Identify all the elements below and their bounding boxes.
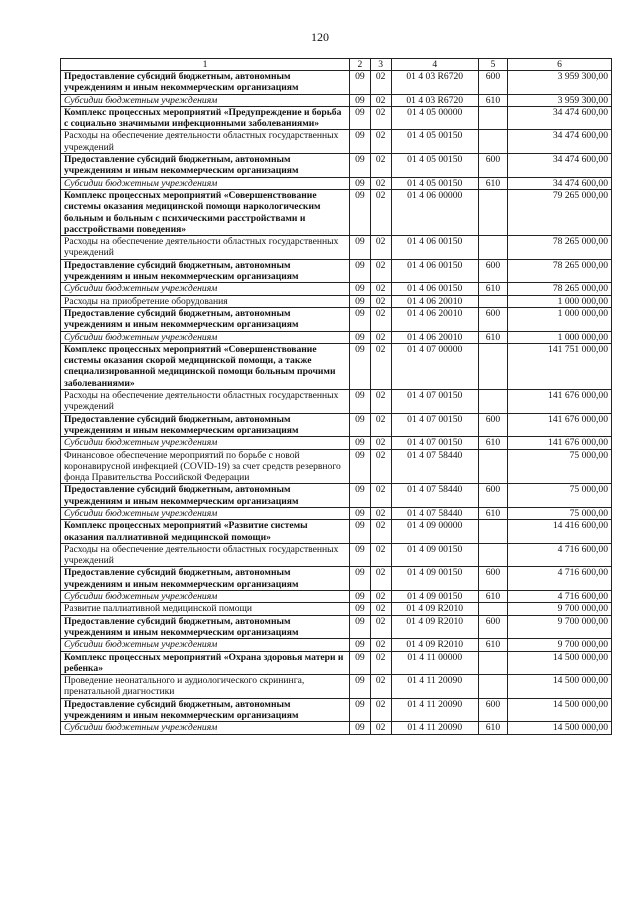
- header-cell: 4: [391, 59, 478, 71]
- table-row: [61, 591, 612, 603]
- subsection-code-cell: 02: [370, 259, 391, 283]
- row-name-cell: Субсидии бюджетным учреждениям: [61, 283, 350, 295]
- target-article-cell: 01 4 06 00150: [391, 259, 478, 283]
- amount-cell: 141 676 000,00: [508, 413, 612, 437]
- expense-type-cell: [478, 449, 507, 484]
- target-article-cell: 01 4 09 00000: [391, 520, 478, 544]
- row-name-cell: Субсидии бюджетным учреждениям: [61, 437, 350, 449]
- table-row: [61, 283, 612, 295]
- subsection-code-cell: 02: [370, 189, 391, 235]
- subsection-code-cell: 02: [370, 413, 391, 437]
- section-code-cell: 09: [350, 283, 371, 295]
- row-name-cell: Комплекс процессных мероприятий «Совершенствование системы оказания скорой медицинской помощи, а также специализированной медицинской помощи больным прочими заболеваниями»: [61, 343, 350, 389]
- section-code-cell: 09: [350, 154, 371, 178]
- subsection-code-cell: 02: [370, 343, 391, 389]
- section-code-cell: 09: [350, 520, 371, 544]
- expense-type-cell: [478, 130, 507, 154]
- expense-type-cell: [478, 106, 507, 130]
- row-name-cell: Предоставление субсидий бюджетным, автономным учреждениям и иным некоммерческим организациям: [61, 154, 350, 178]
- table-row: [61, 390, 612, 414]
- expense-type-cell: 600: [478, 307, 507, 331]
- amount-cell: 1 000 000,00: [508, 295, 612, 307]
- section-code-cell: 09: [350, 71, 371, 95]
- table-row: [61, 94, 612, 106]
- header-cell: 2: [350, 59, 371, 71]
- table-row: [61, 651, 612, 675]
- amount-cell: 14 416 600,00: [508, 520, 612, 544]
- table-row: [61, 698, 612, 722]
- header-cell: 5: [478, 59, 507, 71]
- amount-cell: 141 676 000,00: [508, 390, 612, 414]
- target-article-cell: 01 4 11 20090: [391, 722, 478, 734]
- table-row: [61, 484, 612, 508]
- subsection-code-cell: 02: [370, 154, 391, 178]
- section-code-cell: 09: [350, 567, 371, 591]
- target-article-cell: 01 4 05 00150: [391, 154, 478, 178]
- target-article-cell: 01 4 07 00150: [391, 437, 478, 449]
- section-code-cell: 09: [350, 543, 371, 567]
- target-article-cell: 01 4 09 R2010: [391, 603, 478, 615]
- expense-type-cell: 600: [478, 615, 507, 639]
- table-row: [61, 639, 612, 651]
- table-row: [61, 520, 612, 544]
- section-code-cell: 09: [350, 507, 371, 519]
- row-name-cell: Субсидии бюджетным учреждениям: [61, 591, 350, 603]
- target-article-cell: 01 4 03 R6720: [391, 71, 478, 95]
- subsection-code-cell: 02: [370, 236, 391, 260]
- row-name-cell: Предоставление субсидий бюджетным, автономным учреждениям и иным некоммерческим организациям: [61, 413, 350, 437]
- row-name-cell: Предоставление субсидий бюджетным, автономным учреждениям и иным некоммерческим организациям: [61, 698, 350, 722]
- row-name-cell: Субсидии бюджетным учреждениям: [61, 639, 350, 651]
- section-code-cell: 09: [350, 177, 371, 189]
- section-code-cell: 09: [350, 259, 371, 283]
- table-row: [61, 236, 612, 260]
- table-row: [61, 154, 612, 178]
- expense-type-cell: 610: [478, 507, 507, 519]
- subsection-code-cell: 02: [370, 449, 391, 484]
- table-row: [61, 307, 612, 331]
- subsection-code-cell: 02: [370, 307, 391, 331]
- amount-cell: 34 474 600,00: [508, 130, 612, 154]
- page-number: 120: [311, 30, 329, 44]
- amount-cell: 78 265 000,00: [508, 259, 612, 283]
- table-row: [61, 189, 612, 235]
- expense-type-cell: 600: [478, 71, 507, 95]
- amount-cell: 34 474 600,00: [508, 154, 612, 178]
- expense-type-cell: 610: [478, 94, 507, 106]
- amount-cell: 1 000 000,00: [508, 307, 612, 331]
- expense-type-cell: 600: [478, 567, 507, 591]
- amount-cell: 4 716 600,00: [508, 591, 612, 603]
- row-name-cell: Субсидии бюджетным учреждениям: [61, 507, 350, 519]
- target-article-cell: 01 4 09 R2010: [391, 615, 478, 639]
- amount-cell: 75 000,00: [508, 449, 612, 484]
- table-row: [61, 507, 612, 519]
- amount-cell: 79 265 000,00: [508, 189, 612, 235]
- section-code-cell: 09: [350, 106, 371, 130]
- table-row: [61, 543, 612, 567]
- subsection-code-cell: 02: [370, 283, 391, 295]
- target-article-cell: 01 4 07 58440: [391, 449, 478, 484]
- amount-cell: 34 474 600,00: [508, 106, 612, 130]
- header-cell: 1: [61, 59, 350, 71]
- row-name-cell: Комплекс процессных мероприятий «Охрана здоровья матери и ребенка»: [61, 651, 350, 675]
- section-code-cell: 09: [350, 675, 371, 699]
- subsection-code-cell: 02: [370, 106, 391, 130]
- row-name-cell: Предоставление субсидий бюджетным, автономным учреждениям и иным некоммерческим организациям: [61, 307, 350, 331]
- expense-type-cell: [478, 295, 507, 307]
- table-row: [61, 413, 612, 437]
- section-code-cell: 09: [350, 189, 371, 235]
- target-article-cell: 01 4 09 00150: [391, 543, 478, 567]
- amount-cell: 14 500 000,00: [508, 722, 612, 734]
- expense-type-cell: [478, 651, 507, 675]
- target-article-cell: 01 4 03 R6720: [391, 94, 478, 106]
- row-name-cell: Расходы на обеспечение деятельности областных государственных учреждений: [61, 543, 350, 567]
- target-article-cell: 01 4 05 00150: [391, 177, 478, 189]
- target-article-cell: 01 4 06 20010: [391, 307, 478, 331]
- target-article-cell: 01 4 05 00000: [391, 106, 478, 130]
- target-article-cell: 01 4 07 58440: [391, 484, 478, 508]
- amount-cell: 78 265 000,00: [508, 236, 612, 260]
- section-code-cell: 09: [350, 615, 371, 639]
- row-name-cell: Расходы на приобретение оборудования: [61, 295, 350, 307]
- subsection-code-cell: 02: [370, 603, 391, 615]
- row-name-cell: Предоставление субсидий бюджетным, автономным учреждениям и иным некоммерческим организациям: [61, 615, 350, 639]
- target-article-cell: 01 4 06 20010: [391, 295, 478, 307]
- row-name-cell: Проведение неонатального и аудиологического скрининга, пренатальной диагностики: [61, 675, 350, 699]
- section-code-cell: 09: [350, 484, 371, 508]
- target-article-cell: 01 4 06 00000: [391, 189, 478, 235]
- expense-type-cell: [478, 520, 507, 544]
- row-name-cell: Комплекс процессных мероприятий «Развитие системы оказания паллиативной медицинской помощи»: [61, 520, 350, 544]
- expense-type-cell: 600: [478, 698, 507, 722]
- subsection-code-cell: 02: [370, 484, 391, 508]
- subsection-code-cell: 02: [370, 437, 391, 449]
- row-name-cell: Предоставление субсидий бюджетным, автономным учреждениям и иным некоммерческим организациям: [61, 259, 350, 283]
- amount-cell: 9 700 000,00: [508, 603, 612, 615]
- section-code-cell: 09: [350, 295, 371, 307]
- target-article-cell: 01 4 07 00000: [391, 343, 478, 389]
- table-row: [61, 615, 612, 639]
- table-row: [61, 177, 612, 189]
- amount-cell: 141 676 000,00: [508, 437, 612, 449]
- row-name-cell: Субсидии бюджетным учреждениям: [61, 177, 350, 189]
- expense-type-cell: [478, 675, 507, 699]
- table-row: [61, 331, 612, 343]
- amount-cell: 9 700 000,00: [508, 639, 612, 651]
- target-article-cell: 01 4 11 20090: [391, 675, 478, 699]
- amount-cell: 14 500 000,00: [508, 698, 612, 722]
- row-name-cell: Субсидии бюджетным учреждениям: [61, 94, 350, 106]
- target-article-cell: 01 4 07 58440: [391, 507, 478, 519]
- table-body: [61, 71, 612, 735]
- target-article-cell: 01 4 07 00150: [391, 413, 478, 437]
- amount-cell: 3 959 300,00: [508, 94, 612, 106]
- amount-cell: 4 716 600,00: [508, 543, 612, 567]
- amount-cell: 4 716 600,00: [508, 567, 612, 591]
- row-name-cell: Предоставление субсидий бюджетным, автономным учреждениям и иным некоммерческим организациям: [61, 484, 350, 508]
- target-article-cell: 01 4 09 00150: [391, 567, 478, 591]
- subsection-code-cell: 02: [370, 615, 391, 639]
- section-code-cell: 09: [350, 413, 371, 437]
- target-article-cell: 01 4 11 00000: [391, 651, 478, 675]
- section-code-cell: 09: [350, 591, 371, 603]
- amount-cell: 9 700 000,00: [508, 615, 612, 639]
- row-name-cell: Комплекс процессных мероприятий «Совершенствование системы оказания медицинской помощи наркологическим больным и больным с психическими расстройствами и расстройствами поведения»: [61, 189, 350, 235]
- amount-cell: 141 751 000,00: [508, 343, 612, 389]
- row-name-cell: Субсидии бюджетным учреждениям: [61, 722, 350, 734]
- row-name-cell: Предоставление субсидий бюджетным, автономным учреждениям и иным некоммерческим организациям: [61, 567, 350, 591]
- target-article-cell: 01 4 09 00150: [391, 591, 478, 603]
- header-cell: 6: [508, 59, 612, 71]
- row-name-cell: Расходы на обеспечение деятельности областных государственных учреждений: [61, 390, 350, 414]
- target-article-cell: 01 4 09 R2010: [391, 639, 478, 651]
- section-code-cell: 09: [350, 722, 371, 734]
- section-code-cell: 09: [350, 651, 371, 675]
- target-article-cell: 01 4 06 00150: [391, 283, 478, 295]
- subsection-code-cell: 02: [370, 698, 391, 722]
- expense-type-cell: 610: [478, 177, 507, 189]
- expense-type-cell: [478, 236, 507, 260]
- subsection-code-cell: 02: [370, 130, 391, 154]
- target-article-cell: 01 4 07 00150: [391, 390, 478, 414]
- expense-type-cell: 600: [478, 484, 507, 508]
- amount-cell: 14 500 000,00: [508, 675, 612, 699]
- section-code-cell: 09: [350, 437, 371, 449]
- subsection-code-cell: 02: [370, 591, 391, 603]
- table-row: [61, 259, 612, 283]
- expense-type-cell: 610: [478, 722, 507, 734]
- amount-cell: 14 500 000,00: [508, 651, 612, 675]
- section-code-cell: 09: [350, 307, 371, 331]
- amount-cell: 78 265 000,00: [508, 283, 612, 295]
- row-name-cell: Финансовое обеспечение мероприятий по борьбе с новой коронавирусной инфекцией (COVID-19) за счет средств резервного фонда Правительства Российской Федерации: [61, 449, 350, 484]
- amount-cell: 1 000 000,00: [508, 331, 612, 343]
- table-row: [61, 567, 612, 591]
- table-row: [61, 722, 612, 734]
- section-code-cell: 09: [350, 130, 371, 154]
- section-code-cell: 09: [350, 94, 371, 106]
- expense-type-cell: 600: [478, 154, 507, 178]
- section-code-cell: 09: [350, 331, 371, 343]
- expense-type-cell: [478, 603, 507, 615]
- subsection-code-cell: 02: [370, 390, 391, 414]
- expense-type-cell: 600: [478, 413, 507, 437]
- row-name-cell: Субсидии бюджетным учреждениям: [61, 331, 350, 343]
- target-article-cell: 01 4 06 00150: [391, 236, 478, 260]
- header-cell: 3: [370, 59, 391, 71]
- subsection-code-cell: 02: [370, 639, 391, 651]
- row-name-cell: Предоставление субсидий бюджетным, автономным учреждениям и иным некоммерческим организациям: [61, 71, 350, 95]
- header-row: [61, 59, 612, 71]
- target-article-cell: 01 4 05 00150: [391, 130, 478, 154]
- subsection-code-cell: 02: [370, 331, 391, 343]
- subsection-code-cell: 02: [370, 722, 391, 734]
- expense-type-cell: 610: [478, 591, 507, 603]
- amount-cell: 75 000,00: [508, 507, 612, 519]
- expense-type-cell: 610: [478, 331, 507, 343]
- table-row: [61, 130, 612, 154]
- table-row: [61, 71, 612, 95]
- subsection-code-cell: 02: [370, 295, 391, 307]
- subsection-code-cell: 02: [370, 651, 391, 675]
- table-row: [61, 603, 612, 615]
- amount-cell: 3 959 300,00: [508, 71, 612, 95]
- table-row: [61, 343, 612, 389]
- subsection-code-cell: 02: [370, 71, 391, 95]
- table-row: [61, 437, 612, 449]
- subsection-code-cell: 02: [370, 177, 391, 189]
- row-name-cell: Комплекс процессных мероприятий «Предупреждение и борьба с социально значимыми инфекционными заболеваниями»: [61, 106, 350, 130]
- row-name-cell: Расходы на обеспечение деятельности областных государственных учреждений: [61, 236, 350, 260]
- row-name-cell: Расходы на обеспечение деятельности областных государственных учреждений: [61, 130, 350, 154]
- amount-cell: 34 474 600,00: [508, 177, 612, 189]
- subsection-code-cell: 02: [370, 543, 391, 567]
- subsection-code-cell: 02: [370, 567, 391, 591]
- section-code-cell: 09: [350, 698, 371, 722]
- amount-cell: 75 000,00: [508, 484, 612, 508]
- expense-type-cell: 610: [478, 639, 507, 651]
- table-row: [61, 106, 612, 130]
- table-row: [61, 675, 612, 699]
- expense-type-cell: 610: [478, 437, 507, 449]
- table-row: [61, 449, 612, 484]
- target-article-cell: 01 4 11 20090: [391, 698, 478, 722]
- subsection-code-cell: 02: [370, 520, 391, 544]
- subsection-code-cell: 02: [370, 675, 391, 699]
- target-article-cell: 01 4 06 20010: [391, 331, 478, 343]
- expense-type-cell: 610: [478, 283, 507, 295]
- section-code-cell: 09: [350, 603, 371, 615]
- budget-table: [60, 58, 612, 735]
- expense-type-cell: [478, 189, 507, 235]
- section-code-cell: 09: [350, 639, 371, 651]
- table-row: [61, 295, 612, 307]
- expense-type-cell: [478, 390, 507, 414]
- section-code-cell: 09: [350, 236, 371, 260]
- row-name-cell: Развитие паллиативной медицинской помощи: [61, 603, 350, 615]
- expense-type-cell: 600: [478, 259, 507, 283]
- section-code-cell: 09: [350, 343, 371, 389]
- expense-type-cell: [478, 543, 507, 567]
- section-code-cell: 09: [350, 390, 371, 414]
- expense-type-cell: [478, 343, 507, 389]
- subsection-code-cell: 02: [370, 507, 391, 519]
- section-code-cell: 09: [350, 449, 371, 484]
- subsection-code-cell: 02: [370, 94, 391, 106]
